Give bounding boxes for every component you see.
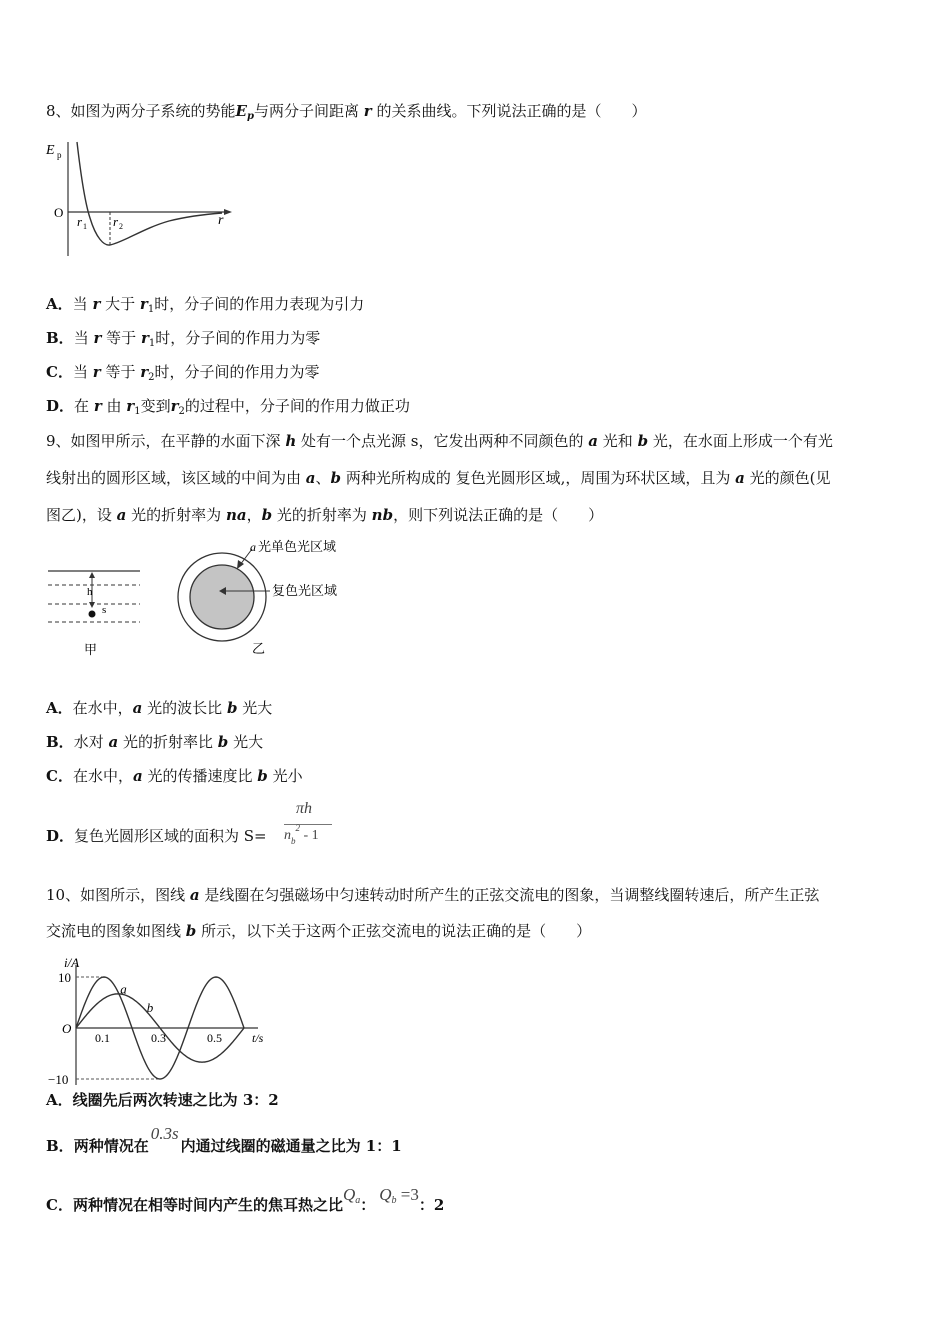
q9-area-formula: πh $n_b^2 - 1$ [284, 800, 334, 852]
q10-stem-line2: 交流电的图象如图线 b 所示，以下关于这两个正弦交流电的说法正确的是（ ） [46, 922, 592, 940]
svg-text:p: p [57, 150, 62, 160]
x-tick-0.1: 0.1 [95, 1031, 110, 1045]
x-tick-0.5: 0.5 [207, 1031, 222, 1045]
q9-figure [44, 535, 364, 665]
q9-stem-line2: 线射出的圆形区域，该区域的中间为由 a、b 两种光所构成的 复色光圆形区域,，周围为环状区域，且为 a 光的颜色(见 [46, 469, 831, 487]
x-tick-0.3: 0.3 [151, 1031, 166, 1045]
q10-current-chart [44, 950, 264, 1087]
y-tick-minus-10: −10 [48, 1072, 69, 1087]
q8-potential-energy-figure [44, 138, 244, 263]
q8-option-b: B．当 r 等于 $r_1$时，分子间的作用力为零 [46, 329, 321, 349]
y-tick-10: 10 [58, 970, 71, 985]
series-label-a: a [120, 981, 127, 997]
y-tick-origin: O [62, 1021, 72, 1036]
q10-stem-line1: 10、如图所示，图线 a 是线圈在匀强磁场中匀速转动时所产生的正弦交流电的图象，当调整线圈转速后，所产生正弦 [46, 886, 820, 904]
q8-option-a: A．当 r 大于 $r_1$时，分子间的作用力表现为引力 [46, 295, 365, 315]
q8-ylabel: E [46, 143, 55, 158]
q8-stem: 8、如图为两分子系统的势能$E_p$与两分子间距离 r 的关系曲线。下列说法正确的是（ ） [46, 102, 647, 122]
q9-option-b: B．水对 a 光的折射率比 b 光大 [46, 733, 264, 751]
svg-text:2: 2 [119, 222, 123, 231]
q8-xlabel: r [218, 213, 224, 228]
q10-option-a: A．线圈先后两次转速之比为 3：2 [46, 1091, 279, 1109]
q9-inner-label: 复色光区域 [272, 583, 338, 598]
y-axis-label: i/A [64, 955, 80, 970]
q9-caption-yi: 乙 [252, 641, 266, 656]
q9-option-d: D．复色光圆形区域的面积为 S= [46, 827, 267, 845]
series-label-b: b [146, 1000, 154, 1016]
q9-source-label: s [102, 604, 107, 616]
q9-option-a: A．在水中，a 光的波长比 b 光大 [46, 699, 273, 717]
q9-option-c: C．在水中，a 光的传播速度比 b 光小 [46, 767, 303, 785]
q9-depth-label: h [87, 586, 93, 598]
x-axis-label: t/s [252, 1031, 264, 1045]
q8-option-d: D．在 r 由 $r_1$变到$r_2$的过程中，分子间的作用力做正功 [46, 397, 410, 417]
q8-r1-label: r [77, 214, 83, 229]
q9-stem-line1: 9、如图甲所示，在平静的水面下深 h 处有一个点光源 s，它发出两种不同颜色的 a 光和 b 光，在水面上形成一个有光 [46, 432, 833, 450]
q10-option-b: B．两种情况在0.3s内通过线圈的磁通量之比为 1：1 [46, 1124, 402, 1155]
q9-ring-label: 光单色光区域 [258, 539, 337, 554]
svg-text:1: 1 [83, 222, 87, 231]
q9-stem-line3: 图乙)，设 a 光的折射率为 na，b 光的折射率为 nb，则下列说法正确的是（ ） [46, 506, 604, 524]
q8-origin: O [54, 205, 64, 220]
q8-option-c: C．当 r 等于 $r_2$时，分子间的作用力为零 [46, 363, 320, 383]
q9-caption-jia: 甲 [84, 642, 98, 657]
q8-r2-label: r [113, 214, 119, 229]
q9-ring-label-a: a [250, 540, 256, 554]
q10-option-c: C．两种情况在相等时间内产生的焦耳热之比$Q_a$：$Q_b =3$：2 [46, 1185, 445, 1214]
